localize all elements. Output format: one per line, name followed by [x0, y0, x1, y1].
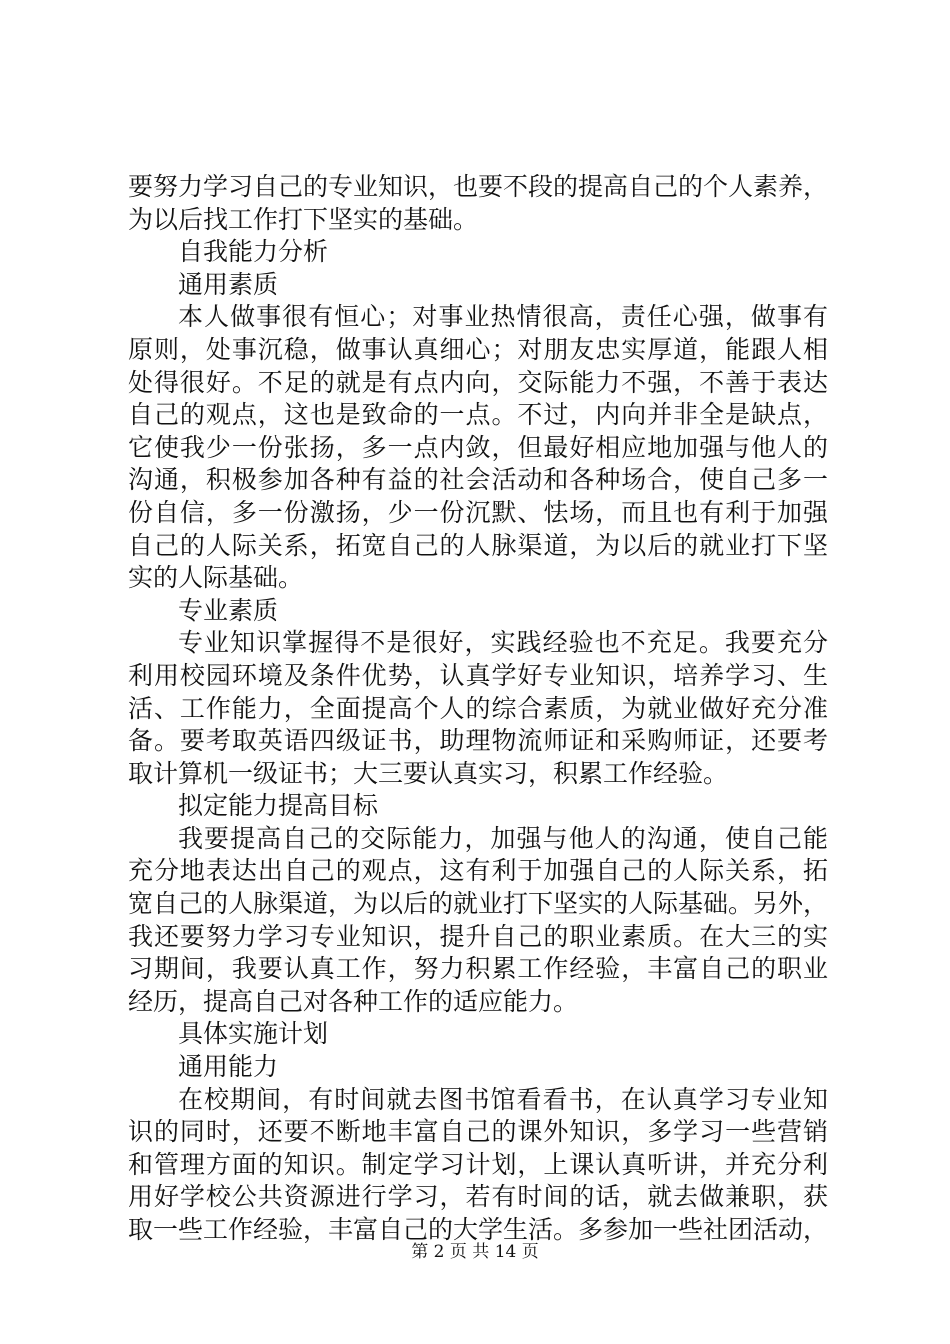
section-heading: 通用素质 — [178, 269, 279, 299]
paragraph-line: 要努力学习自己的专业知识，也要不段的提高自己的个人素养， — [128, 172, 829, 201]
paragraph-line: 备。要考取英语四级证书，助理物流师证和采购师证，还要考 — [128, 726, 828, 756]
page-footer: 第 2 页 共 14 页 — [411, 1242, 539, 1262]
section-heading: 具体实施计划 — [178, 1019, 329, 1049]
paragraph-line: 沟通，积极参加各种有益的社会活动和各种场合，使自己多一 — [128, 465, 828, 495]
paragraph-line: 为以后找工作打下坚实的基础。 — [128, 204, 479, 234]
paragraph-line: 我要提高自己的交际能力，加强与他人的沟通，使自己能 — [178, 823, 828, 853]
paragraph-line: 充分地表达出自己的观点，这有利于加强自己的人际关系，拓 — [128, 856, 828, 886]
paragraph-line: 实的人际基础。 — [128, 563, 304, 593]
paragraph-line: 在校期间，有时间就去图书馆看看书，在认真学习专业知 — [178, 1084, 828, 1114]
paragraph-line: 习期间，我要认真工作，努力积累工作经验，丰富自己的职业 — [128, 954, 828, 984]
document-body — [128, 171, 828, 1247]
paragraph-line: 活、工作能力，全面提高个人的综合素质，为就业做好充分准 — [128, 693, 828, 723]
paragraph-line: 和管理方面的知识。制定学习计划，上课认真听讲，并充分利 — [128, 1149, 828, 1179]
paragraph-line: 自己的观点，这也是致命的一点。不过，内向并非全是缺点， — [128, 400, 828, 430]
paragraph-line: 我还要努力学习专业知识，提升自己的职业素质。在大三的实 — [128, 921, 828, 951]
paragraph-line: 经历，提高自己对各种工作的适应能力。 — [128, 986, 579, 1016]
paragraph-line: 用好学校公共资源进行学习，若有时间的话，就去做兼职，获 — [128, 1182, 828, 1212]
paragraph-line: 份自信，多一份激扬，少一份沉默、怯场，而且也有利于加强 — [128, 497, 828, 527]
paragraph-line: 取一些工作经验，丰富自己的大学生活。多参加一些社团活动， — [128, 1215, 829, 1244]
paragraph-line: 取计算机一级证书；大三要认真实习，积累工作经验。 — [128, 758, 729, 788]
paragraph-line: 利用校园环境及条件优势，认真学好专业知识，培养学习、生 — [128, 660, 828, 690]
section-heading: 自我能力分析 — [178, 237, 329, 267]
section-heading: 专业素质 — [178, 595, 279, 625]
paragraph-line: 自己的人际关系，拓宽自己的人脉渠道，为以后的就业打下坚 — [128, 530, 828, 560]
paragraph-line: 专业知识掌握得不是很好，实践经验也不充足。我要充分 — [178, 628, 828, 658]
paragraph-line: 识的同时，还要不断地丰富自己的课外知识，多学习一些营销 — [128, 1117, 828, 1147]
section-heading: 通用能力 — [178, 1052, 279, 1082]
section-heading: 拟定能力提高目标 — [178, 791, 379, 821]
paragraph-line: 本人做事很有恒心；对事业热情很高，责任心强，做事有 — [178, 302, 828, 332]
paragraph-line: 宽自己的人脉渠道，为以后的就业打下坚实的人际基础。另外， — [128, 889, 829, 919]
paragraph-line: 原则，处事沉稳，做事认真细心；对朋友忠实厚道，能跟人相 — [128, 334, 828, 364]
paragraph-line: 它使我少一份张扬，多一点内敛，但最好相应地加强与他人的 — [128, 432, 828, 462]
paragraph-line: 处得很好。不足的就是有点内向，交际能力不强，不善于表达 — [128, 367, 828, 397]
